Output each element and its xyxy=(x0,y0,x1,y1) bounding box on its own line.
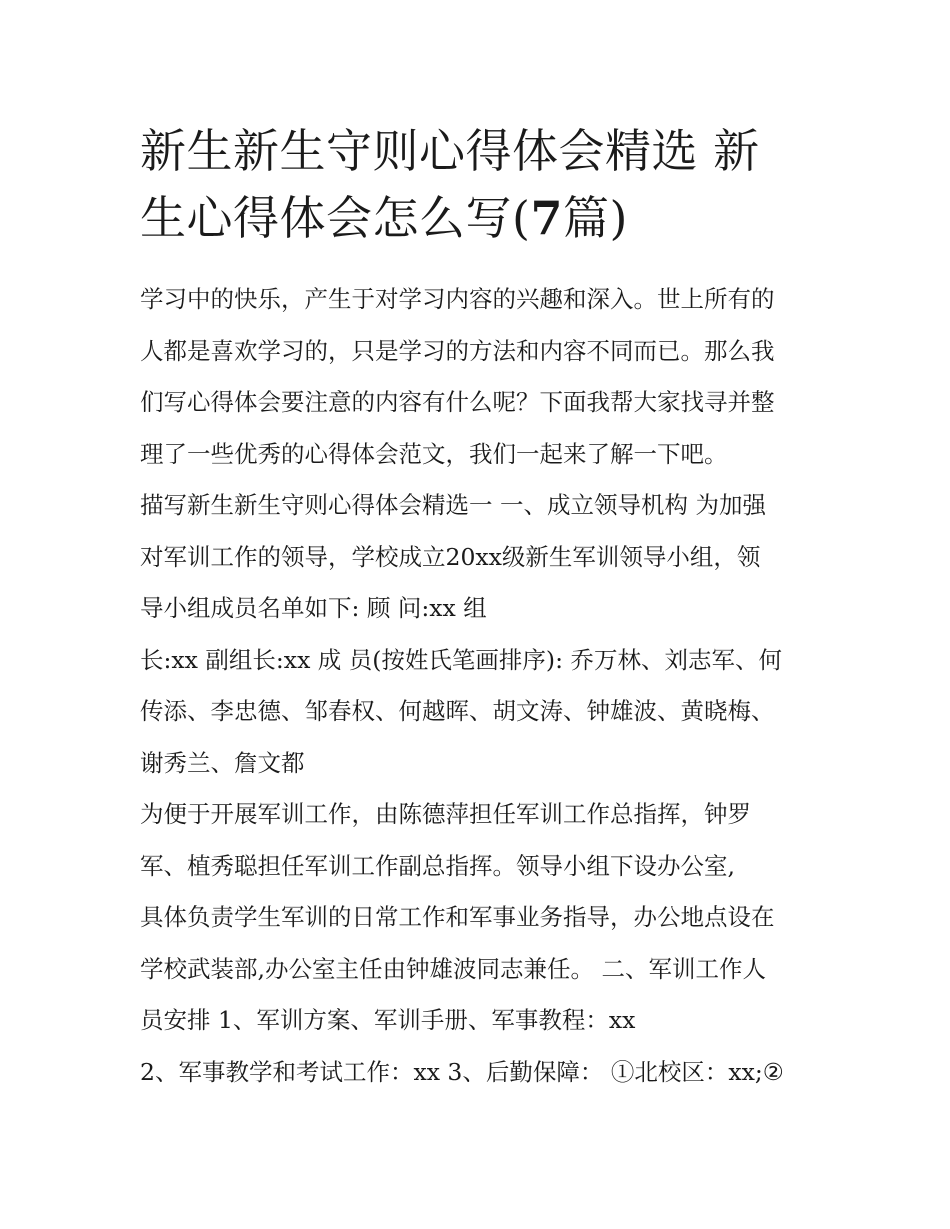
body-line: 传添、李忠德、邹春权、何越晖、胡文涛、钟雄波、黄晓梅、 xyxy=(140,697,775,725)
body-line: 们写心得体会要注意的内容有什么呢？下面我帮大家找寻并整 xyxy=(140,388,775,416)
body-line: 学习中的快乐，产生于对学习内容的兴趣和深入。世上所有的 xyxy=(140,285,775,313)
body-line: 具体负责学生军训的日常工作和军事业务指导，办公地点设在 xyxy=(140,903,775,931)
body-line: 军、植秀聪担任军训工作副总指挥。领导小组下设办公室, xyxy=(140,851,735,880)
document-body xyxy=(140,274,820,1098)
body-line: 学校武装部,办公室主任由钟雄波同志兼任。 二、军训工作人 xyxy=(140,954,766,983)
body-line: 人都是喜欢学习的，只是学习的方法和内容不同而已。那么我 xyxy=(140,336,775,365)
title-line-2c: 篇) xyxy=(562,191,628,245)
body-line: 理了一些优秀的心得体会范文，我们一起来了解一下吧。 xyxy=(140,439,728,468)
body-line: 2、军事教学和考试工作：xx 3、后勤保障： ①北校区：xx;② xyxy=(140,1057,784,1086)
body-line: 为便于开展军训工作，由陈德萍担任军训工作总指挥，钟罗 xyxy=(140,800,751,828)
title-line-1: 新生新生守则心得体会精选 新 xyxy=(140,124,760,178)
title-line-2b: 7 xyxy=(530,191,563,245)
body-line: 导小组成员名单如下: 顾 问:xx 组 xyxy=(140,594,487,622)
body-line: 对军训工作的领导，学校成立20xx级新生军训领导小组，领 xyxy=(140,542,761,571)
body-line: 描写新生新生守则心得体会精选一 一、成立领导机构 为加强 xyxy=(140,491,766,519)
body-line: 员安排 1、军训方案、军训手册、军事教程：xx xyxy=(140,1006,636,1034)
document-title xyxy=(140,118,820,252)
title-line-2a: 生心得体会怎么写( xyxy=(140,191,531,245)
body-line: 长:xx 副组长:xx 成 员(按姓氏笔画排序): 乔万林、刘志军、何 xyxy=(140,645,782,674)
body-line: 谢秀兰、詹文都 xyxy=(140,748,305,777)
